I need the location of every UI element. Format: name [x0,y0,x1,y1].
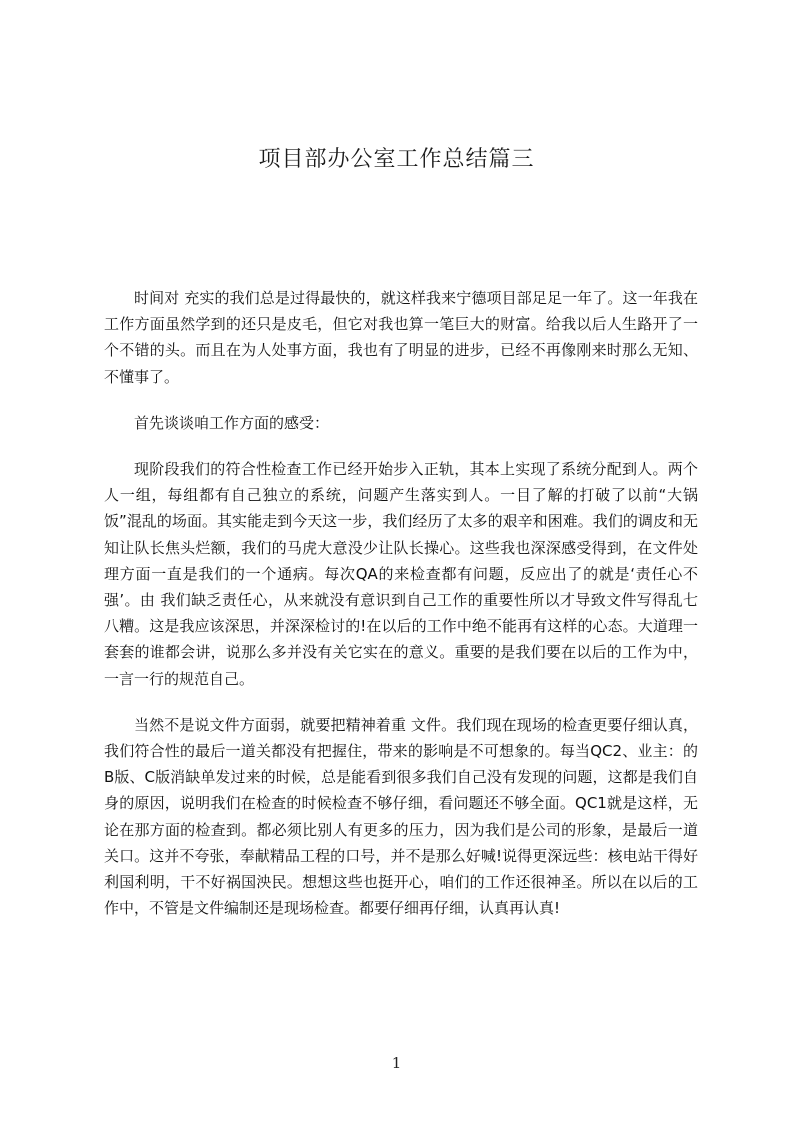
paragraph-intro: 时间对 充实的我们总是过得最快的，就这样我来宁德项目部足足一年了。这一年我在工作方面虽然学到的还只是皮毛，但它对我也算一笔巨大的财富。给我以后人生路开了一个不错的头。而且在为人处事方面，我也有了明显的进步，已经不再像刚来时那么无知、不懂事了。 [104,289,698,386]
page-number: 1 [391,1054,402,1072]
paragraph-compliance-check: 现阶段我们的符合性检查工作已经开始步入正轨，其本上实现了系统分配到人。两个人一组，每组都有自己独立的系统，问题产生落实到人。一目了解的打破了以前“大锅饭”混乱的场面。其实能走到今天这一步，我们经历了太多的艰辛和困难。我们的调皮和无知让队长焦头烂额，我们的马虎大意没少让队长操心。这些我也深深感受得到，在文件处理方面一直是我们的一个通病。每次QA的来检查都有问题，反应出了的就是‘责任心不强’。由 我们缺乏责任心，从来就没有意识到自己工作的重要性所以才导致文件写得乱七八糟。这是我应该深思，并深深检讨的!在以后的工作中绝不能再有这样的心态。大道理一套套的谁都会讲，说那么多并没有关它实在的意义。重要的是我们要在以后的工作为中，一言一行的规范自己。 [104,460,698,688]
paragraph-field-inspection: 当然不是说文件方面弱，就要把精神着重 文件。我们现在现场的检查更要仔细认真，我们符合性的最后一道关都没有把握住，带来的影响是不可想象的。每当QC2、业主：的B版、C版消缺单发过来的时候，总是能看到很多我们自己没有发现的问题，这都是我们自身的原因，说明我们在检查的时候检查不够仔细，看问题还不够全面。QC1就是这样，无论在那方面的检查到。都必须比别人有更多的压力，因为我们是公司的形象，是最后一道关口。这并不夸张，奉献精品工程的口号，并不是那么好喊!说得更深远些：核电站干得好利国利明，干不好祸国泱民。想想这些也挺开心，咱们的工作还很神圣。所以在以后的工作中，不管是文件编制还是现场检查。都要仔细再仔细，认真再认真! [104,715,698,918]
paragraph-work-feelings-heading: 首先谈谈咱工作方面的感受： [134,413,330,432]
document-title: 项目部办公室工作总结篇三 [258,147,535,172]
document-body [104,285,698,921]
